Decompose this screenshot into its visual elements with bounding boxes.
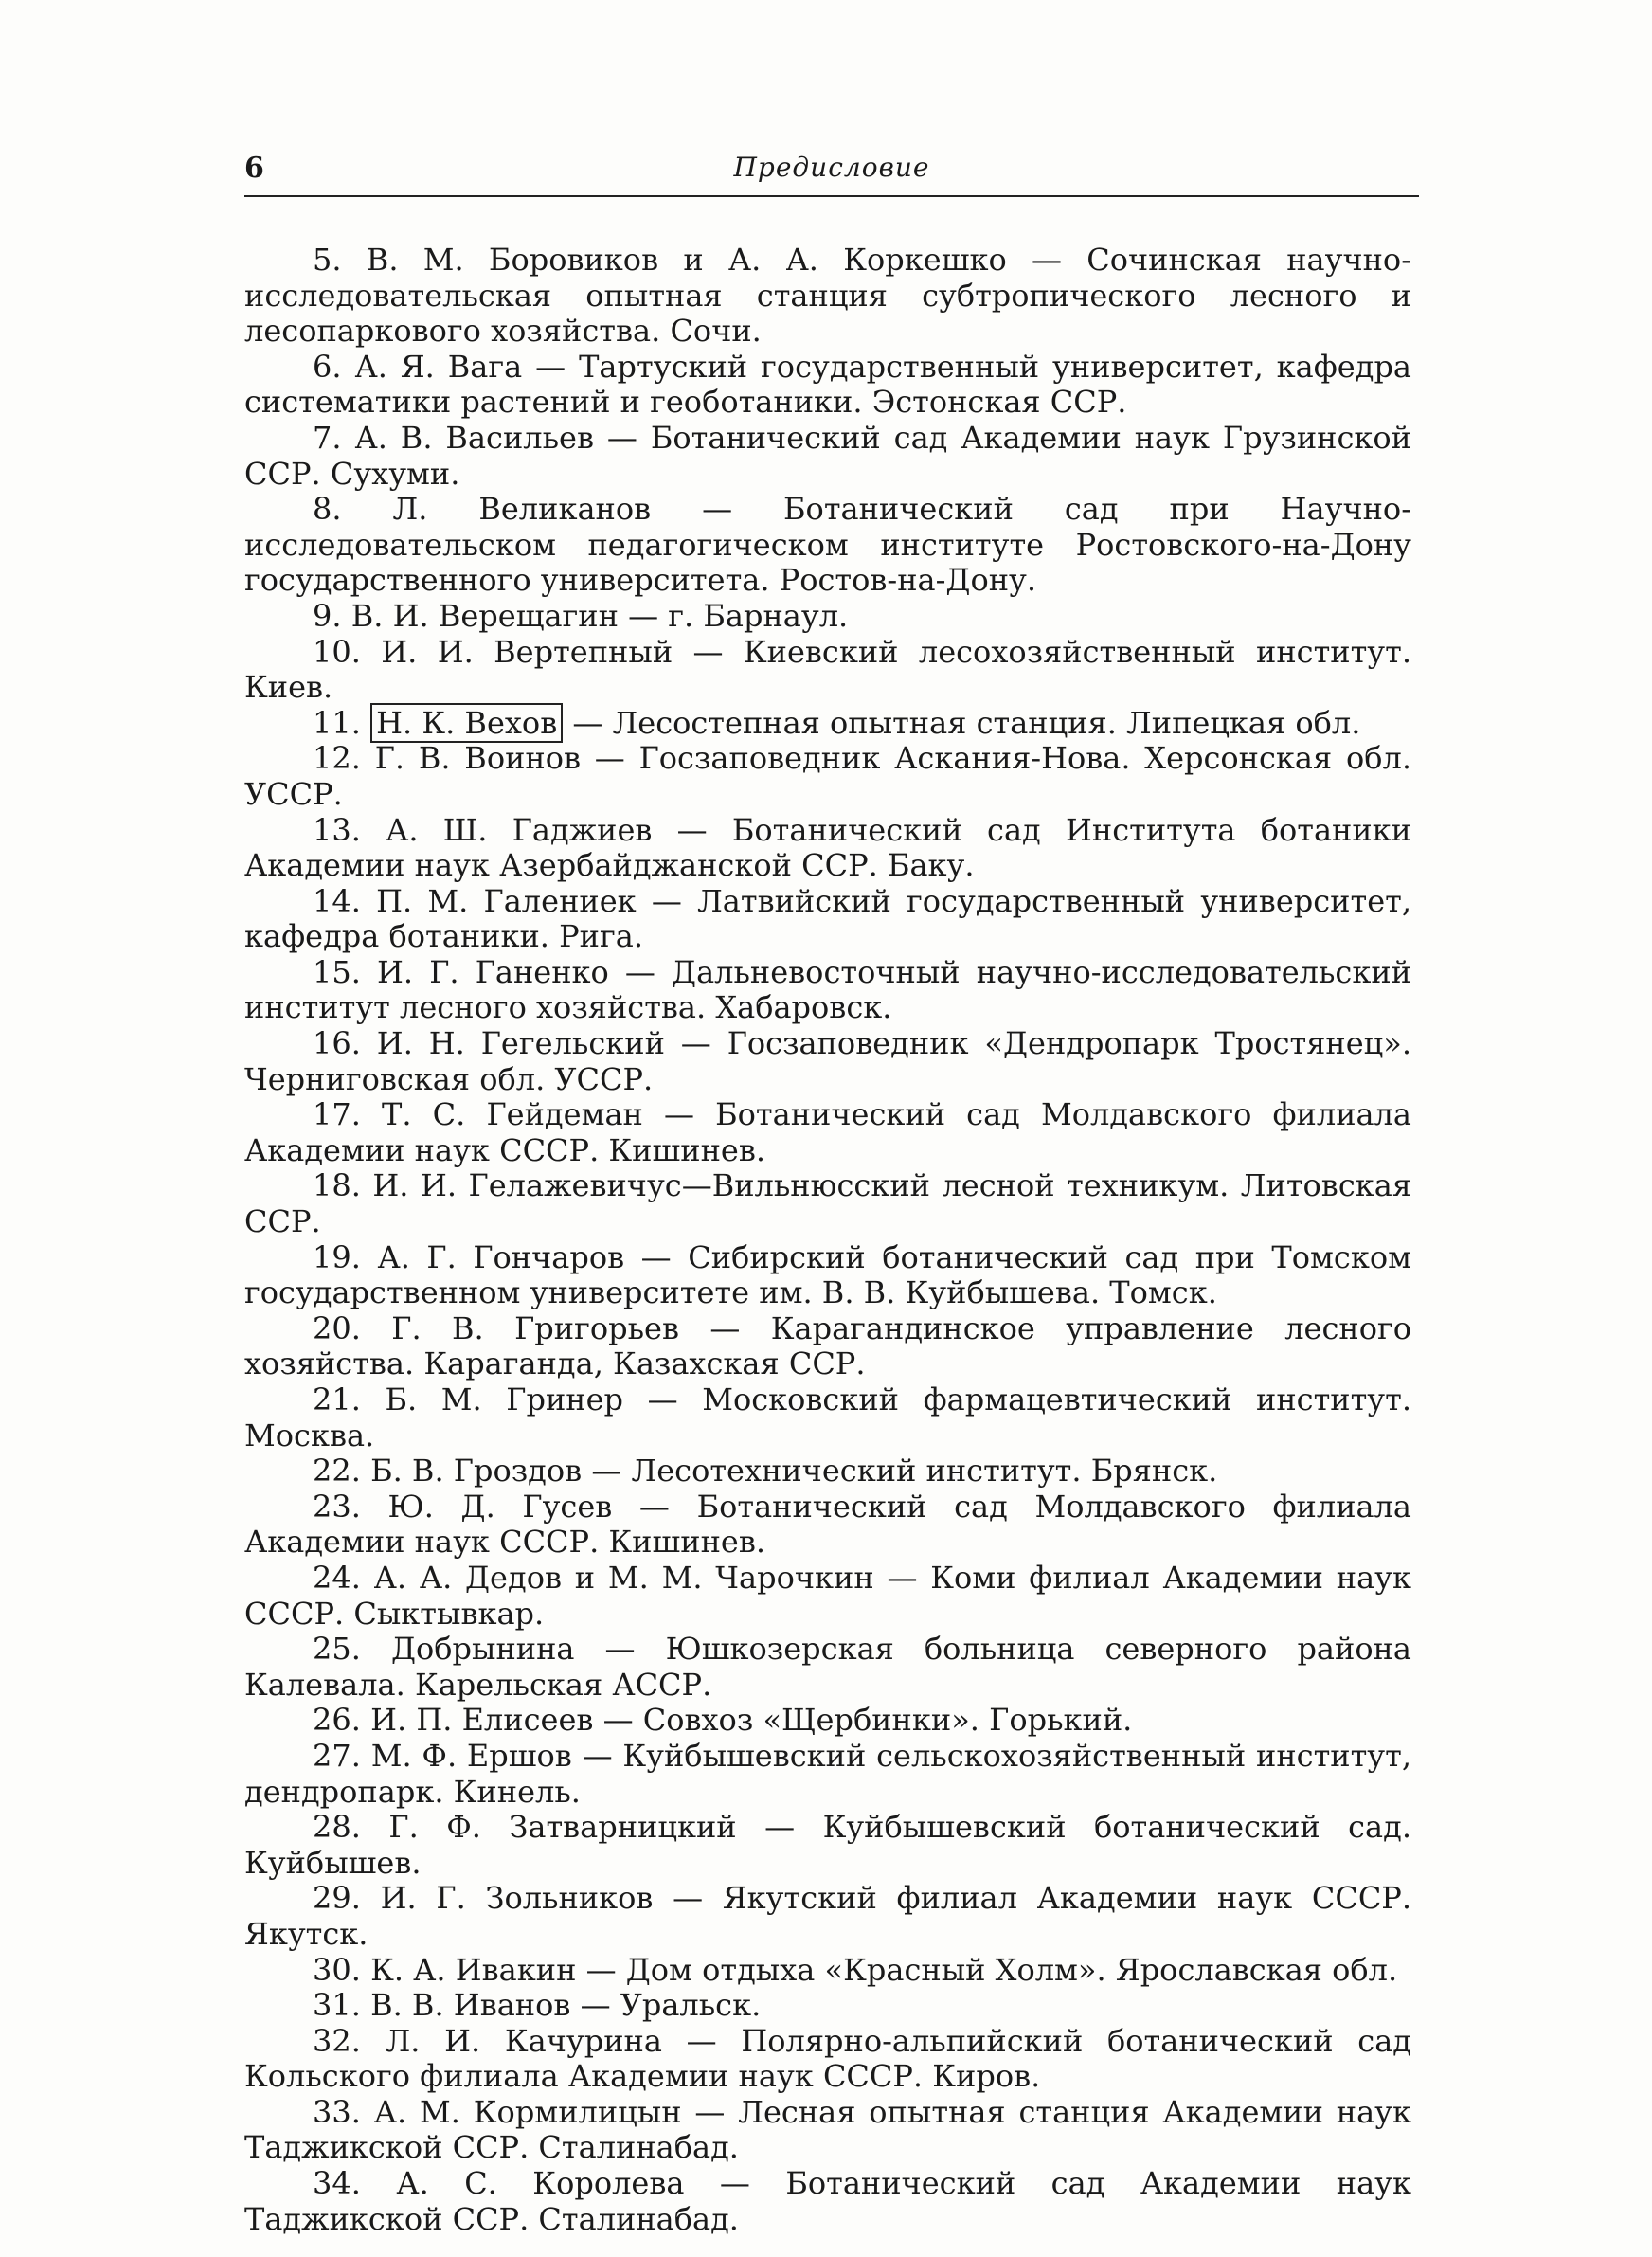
list-item: 26. И. П. Елисеев — Совхоз «Щербинки». Горький. (313, 1702, 1133, 1739)
list-item: 7. А. В. Васильев — Ботанический сад Академии наук Грузинской ССР. Сухуми. (244, 419, 1412, 492)
list-item: 32. Л. И. Качурина — Полярно-альпийский ботанический сад Кольского филиала Академии наук СССР. Киров. (244, 2022, 1412, 2095)
list-item: 34. А. С. Королева — Ботанический сад Академии наук Таджикской ССР. Сталинабад. (244, 2165, 1412, 2237)
list-item: 13. А. Ш. Гаджиев — Ботанический сад Института ботаники Академии наук Азербайджанской ССР. Баку. (244, 811, 1412, 884)
page-number: 6 (244, 152, 264, 185)
list-item: 12. Г. В. Воинов — Госзаповедник Аскания-Нова. Херсонская обл. УССР. (244, 740, 1412, 812)
boxed-name: Н. К. Вехов (370, 703, 563, 743)
list-item: 25. Добрынина — Юшкозерская больница северного района Калевала. Карельская АССР. (244, 1631, 1412, 1703)
list-item: 9. В. И. Верещагин — г. Барнаул. (313, 597, 849, 634)
list-item: 31. В. В. Иванов — Уральск. (313, 1987, 762, 2024)
list-item: 14. П. М. Галениек — Латвийский государственный университет, кафедра ботаники. Рига. (244, 882, 1412, 955)
list-item: 15. И. Г. Ганенко — Дальневосточный научно-исследовательский институт лесного хозяйства. Хабаровск. (244, 953, 1412, 1026)
running-title: Предисловие (733, 152, 930, 183)
list-item: 30. К. А. Ивакин — Дом отдыха «Красный Холм». Ярославская обл. (313, 1951, 1398, 1988)
list-item: 33. А. М. Кормилицын — Лесная опытная станция Академии наук Таджикской ССР. Сталинабад. (244, 2093, 1412, 2166)
list-item: 19. А. Г. Гончаров — Сибирский ботанический сад при Томском государственном университете им. В. В. Куйбышева. Томск. (244, 1238, 1412, 1311)
list-item: 27. М. Ф. Ершов — Куйбышевский сельскохозяйственный институт, дендропарк. Кинель. (244, 1737, 1412, 1810)
page-header (244, 152, 1419, 199)
list-item: 20. Г. В. Григорьев — Карагандинское управление лесного хозяйства. Караганда, Казахская ССР. (244, 1309, 1412, 1382)
list-item: 5. В. М. Боровиков и А. А. Коркешко — Сочинская научно-исследовательская опытная станция субтропического лесного и лесопаркового хозяйства. Сочи. (244, 242, 1412, 350)
header-rule (244, 195, 1419, 197)
list-item: 29. И. Г. Зольников — Якутский филиал Академии наук СССР. Якутск. (244, 1880, 1412, 1952)
list-item: 16. И. Н. Гегельский — Госзаповедник «Дендропарк Тростянец». Черниговская обл. УССР. (244, 1025, 1412, 1097)
list-item: 18. И. И. Гелажевичус—Вильнюсский лесной техникум. Литовская ССР. (244, 1167, 1412, 1240)
list-item: 10. И. И. Вертепный — Киевский лесохозяйственный институт. Киев. (244, 633, 1411, 706)
list-item: 28. Г. Ф. Затварницкий — Куйбышевский ботанический сад. Куйбышев. (244, 1809, 1412, 1881)
list-item: 17. Т. С. Гейдеман — Ботанический сад Молдавского филиала Академии наук СССР. Кишинев. (244, 1096, 1412, 1168)
list-item-boxed-name: 11. Н. К. Вехов — Лесостепная опытная станция. Липецкая обл. (313, 704, 1361, 741)
list-item: 23. Ю. Д. Гусев — Ботанический сад Молдавского филиала Академии наук СССР. Кишинев. (244, 1488, 1412, 1561)
list-item: 8. Л. Великанов — Ботанический сад при Научно-исследовательском педагогическом институте Ростовского-на-Дону государственного университета. Ростов-на-Дону. (244, 491, 1412, 599)
list-item: 24. А. А. Дедов и М. М. Чарочкин — Коми филиал Академии наук СССР. Сыктывкар. (244, 1559, 1412, 1632)
list-item: 21. Б. М. Гринер — Московский фармацевтический институт. Москва. (244, 1381, 1412, 1454)
list-item: 6. А. Я. Вага — Тартуский государственный университет, кафедра систематики растений и геоботаники. Эстонская ССР. (244, 348, 1411, 421)
entry-list (244, 243, 1411, 2237)
list-item: 22. Б. В. Гроздов — Лесотехнический институт. Брянск. (313, 1453, 1218, 1490)
